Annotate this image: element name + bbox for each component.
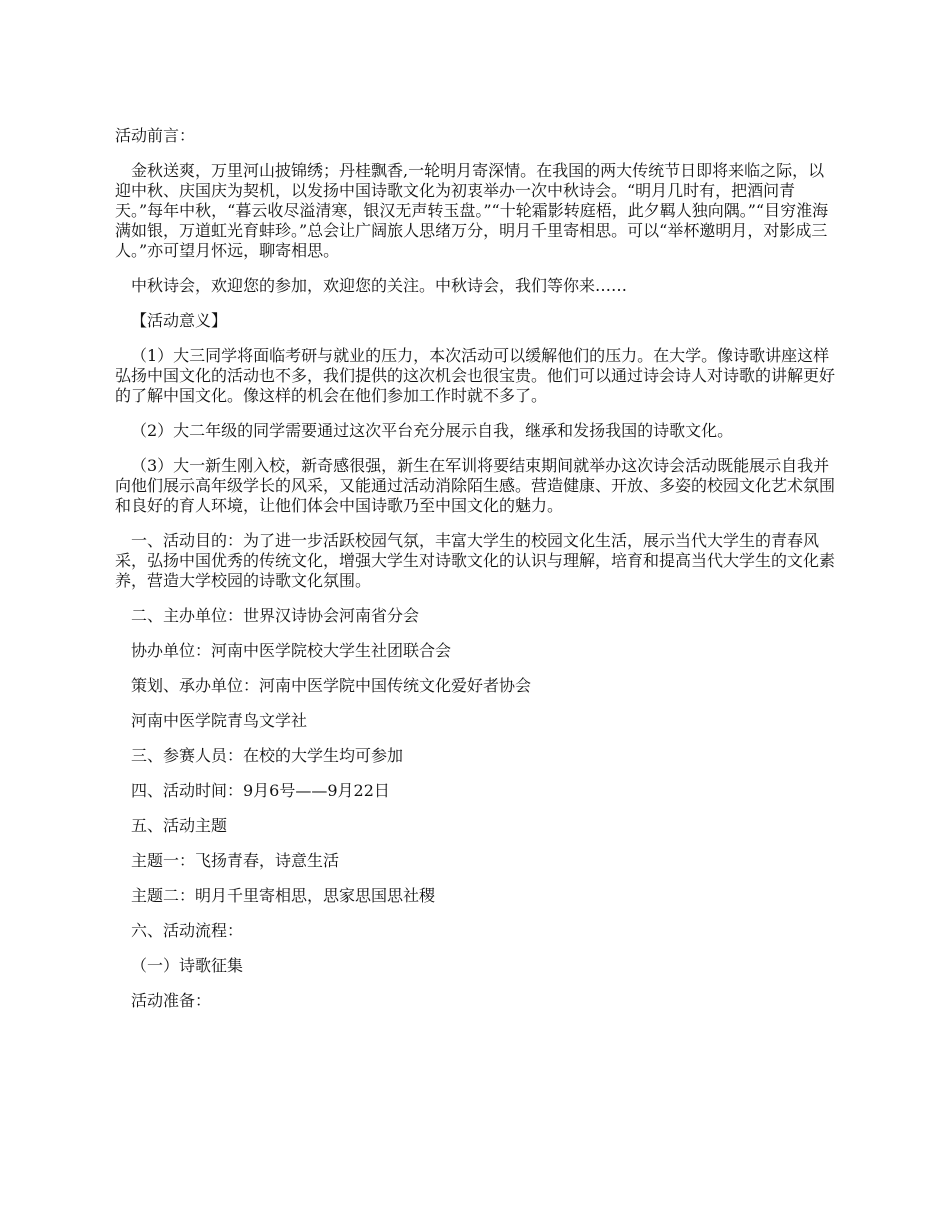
significance-item-1: （1）大三同学将面临考研与就业的压力，本次活动可以缓解他们的压力。在大学。像诗歌讲座这样弘扬中国文化的活动也不多，我们提供的这次机会也很宝贵。他们可以通过诗会诗人对诗歌的讲解更好的了解中国文化。像这样的机会在他们参加工作时就不多了。	[115, 346, 836, 405]
theme-one-line: 主题一：飞扬青春，诗意生活	[131, 851, 340, 870]
significance-item-2: （2）大二年级的同学需要通过这次平台充分展示自我，继承和发扬我国的诗歌文化。	[131, 421, 734, 440]
time-line: 四、活动时间：9月6号——9月22日	[131, 781, 390, 800]
planner-line: 策划、承办单位：河南中医学院中国传统文化爱好者协会	[131, 676, 532, 695]
theme-heading: 五、活动主题	[131, 816, 228, 835]
participants-line: 三、参赛人员：在校的大学生均可参加	[131, 746, 404, 765]
purpose-paragraph: 一、活动目的：为了进一步活跃校园气氛，丰富大学生的校园文化生活，展示当代大学生的青春风采，弘扬中国优秀的传统文化，增强大学生对诗歌文化的认识与理解，培育和提高当代大学生的文化素养，营造大学校园的诗歌文化氛围。	[115, 531, 836, 590]
collection-heading: （一）诗歌征集	[131, 956, 244, 975]
welcome-paragraph: 中秋诗会，欢迎您的参加，欢迎您的关注。中秋诗会，我们等你来……	[131, 276, 628, 295]
significance-heading: 【活动意义】	[131, 311, 228, 330]
organizer-line: 二、主办单位：世界汉诗协会河南省分会	[131, 606, 420, 625]
preface-heading: 活动前言：	[115, 126, 196, 145]
preface-paragraph: 金秋送爽，万里河山披锦绣；丹桂飘香,一轮明月寄深情。在我国的两大传统节日即将来临之际，以迎中秋、庆国庆为契机，以发扬中国诗歌文化为初衷举办一次中秋诗会。“明月几时有，把酒问青天。”每年中秋，“暮云收尽溢清寒，银汉无声转玉盘。”“十轮霜影转庭梧，此夕羁人独向隅。”“目穷淮海满如银，万道虹光育蚌珍。”总会让广阔旅人思绪万分，明月千里寄相思。可以“举杯邀明月，对影成三人。”亦可望月怀远，聊寄相思。	[115, 161, 829, 260]
significance-item-3: （3）大一新生刚入校，新奇感很强，新生在军训将要结束期间就举办这次诗会活动既能展示自我并向他们展示高年级学长的风采，又能通过活动消除陌生感。营造健康、开放、多姿的校园文化艺术氛围和良好的育人环境，让他们体会中国诗歌乃至中国文化的魅力。	[115, 456, 836, 515]
theme-two-line: 主题二：明月千里寄相思，思家思国思社稷	[131, 886, 436, 905]
co-organizer-line: 协办单位：河南中医学院校大学生社团联合会	[131, 641, 452, 660]
literature-society-line: 河南中医学院青鸟文学社	[131, 711, 308, 730]
preparation-line: 活动准备：	[131, 991, 212, 1010]
process-heading: 六、活动流程：	[131, 921, 244, 940]
